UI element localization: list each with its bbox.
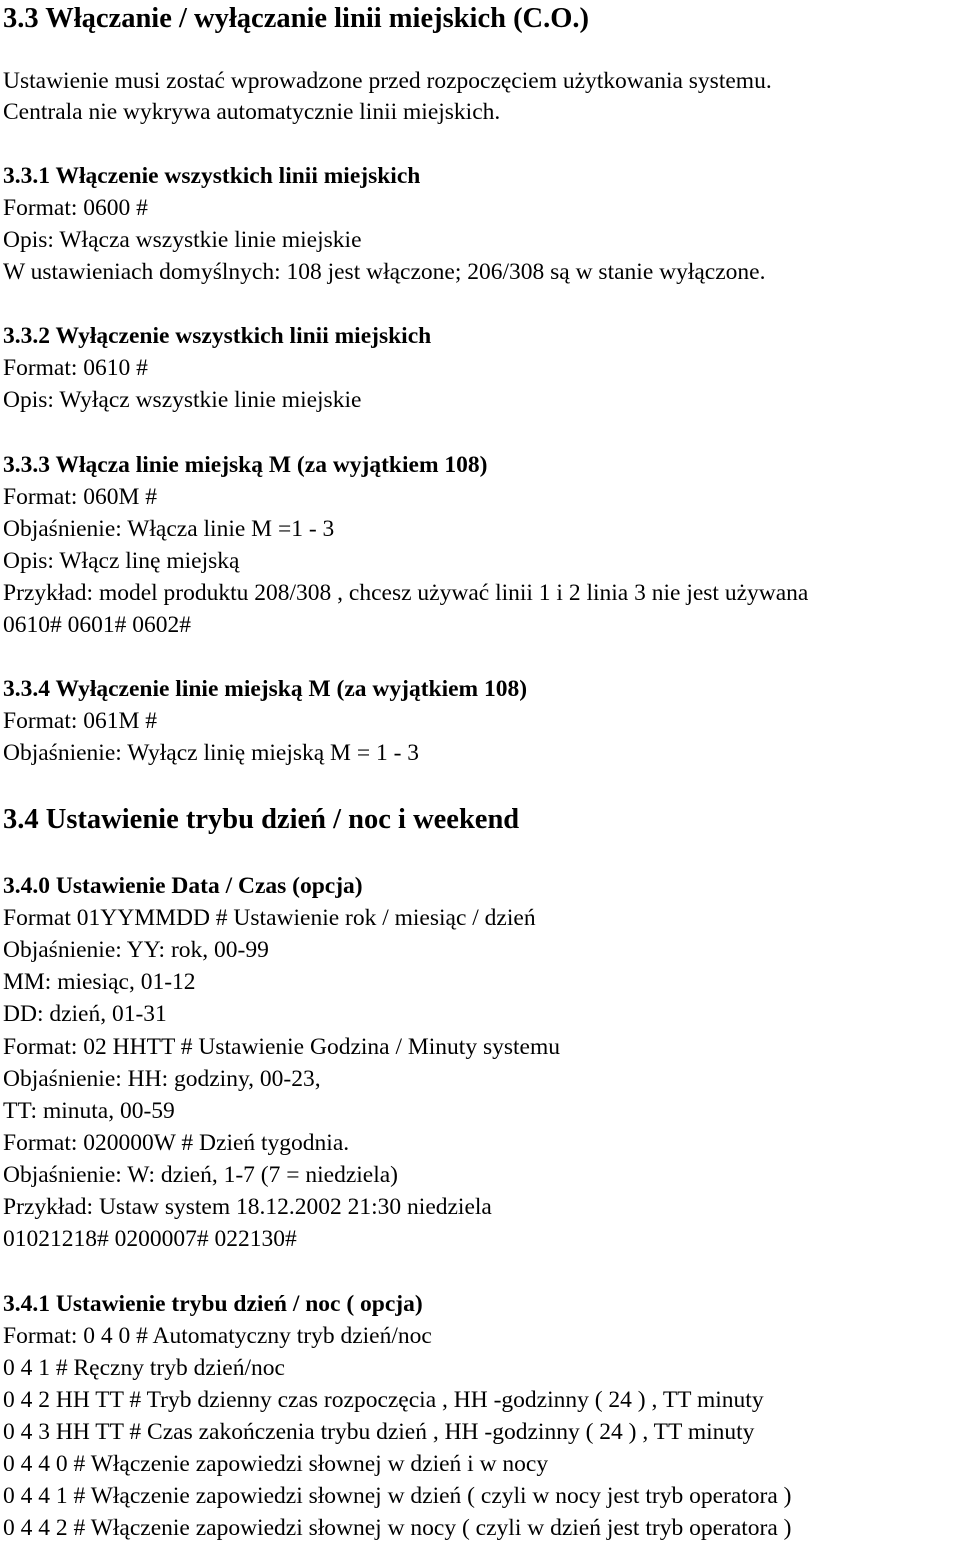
body-line: Format: 0600 # [3,195,148,221]
section-3-4-title: 3.4 Ustawienie trybu dzień / noc i weekend [3,804,520,835]
body-line: W ustawieniach domyślnych: 108 jest włączone; 206/308 są w stanie wyłączone. [3,259,766,285]
body-line: Objaśnienie: YY: rok, 00-99 [3,937,269,963]
subsection-3-3-4-title: 3.3.4 Wyłączenie linie miejską M (za wyjątkiem 108) [3,676,528,702]
body-line: 0610# 0601# 0602# [3,612,191,638]
intro-line: Ustawienie musi zostać wprowadzone przed rozpoczęciem użytkowania systemu. [3,68,772,94]
body-line: Format: 02 HHTT # Ustawienie Godzina / Minuty systemu [3,1034,560,1060]
body-line: Przykład: Ustaw system 18.12.2002 21:30 niedziela [3,1194,492,1220]
subsection-3-3-1-title: 3.3.1 Włączenie wszystkich linii miejskich [3,163,421,189]
body-line: Opis: Wyłącz wszystkie linie miejskie [3,387,362,413]
body-line: Format: 0 4 0 # Automatyczny tryb dzień/noc [3,1323,432,1349]
intro-line: Centrala nie wykrywa automatycznie linii miejskich. [3,99,501,125]
section-3-3-title: 3.3 Włączanie / wyłączanie linii miejskich (C.O.) [3,3,590,34]
body-line: 0 4 3 HH TT # Czas zakończenia trybu dzień , HH -godzinny ( 24 ) , TT minuty [3,1419,755,1445]
body-line: Format: 061M # [3,708,158,734]
body-line: 0 4 2 HH TT # Tryb dzienny czas rozpoczęcia , HH -godzinny ( 24 ) , TT minuty [3,1387,764,1413]
body-line: Objaśnienie: Włącza linie M =1 - 3 [3,516,335,542]
subsection-3-4-0-title: 3.4.0 Ustawienie Data / Czas (opcja) [3,873,363,899]
subsection-3-3-2-title: 3.3.2 Wyłączenie wszystkich linii miejskich [3,323,432,349]
body-line: Opis: Włącza wszystkie linie miejskie [3,227,362,253]
body-line: Przykład: model produktu 208/308 , chcesz używać linii 1 i 2 linia 3 nie jest używana [3,580,809,606]
body-line: 0 4 4 2 # Włączenie zapowiedzi słownej w nocy ( czyli w dzień jest tryb operatora ) [3,1515,792,1541]
body-line: Format 01YYMMDD # Ustawienie rok / miesiąc / dzień [3,905,536,931]
body-line: MM: miesiąc, 01-12 [3,969,196,995]
body-line: Format: 060M # [3,484,158,510]
body-line: DD: dzień, 01-31 [3,1001,167,1027]
body-line: 0 4 1 # Ręczny tryb dzień/noc [3,1355,285,1381]
body-line: Objaśnienie: HH: godziny, 00-23, [3,1066,321,1092]
body-line: TT: minuta, 00-59 [3,1098,175,1124]
body-line: Opis: Włącz linę miejską [3,548,240,574]
body-line: Objaśnienie: W: dzień, 1-7 (7 = niedziela) [3,1162,398,1188]
body-line: Objaśnienie: Wyłącz linię miejską M = 1 - 3 [3,740,420,766]
subsection-3-4-1-title: 3.4.1 Ustawienie trybu dzień / noc ( opcja) [3,1291,423,1317]
body-line: 0 4 4 1 # Włączenie zapowiedzi słownej w dzień ( czyli w nocy jest tryb operatora ) [3,1483,792,1509]
subsection-3-3-3-title: 3.3.3 Włącza linie miejską M (za wyjątkiem 108) [3,452,488,478]
body-line: 01021218# 0200007# 022130# [3,1226,297,1252]
body-line: Format: 020000W # Dzień tygodnia. [3,1130,350,1156]
body-line: 0 4 4 0 # Włączenie zapowiedzi słownej w dzień i w nocy [3,1451,549,1477]
body-line: Format: 0610 # [3,355,148,381]
